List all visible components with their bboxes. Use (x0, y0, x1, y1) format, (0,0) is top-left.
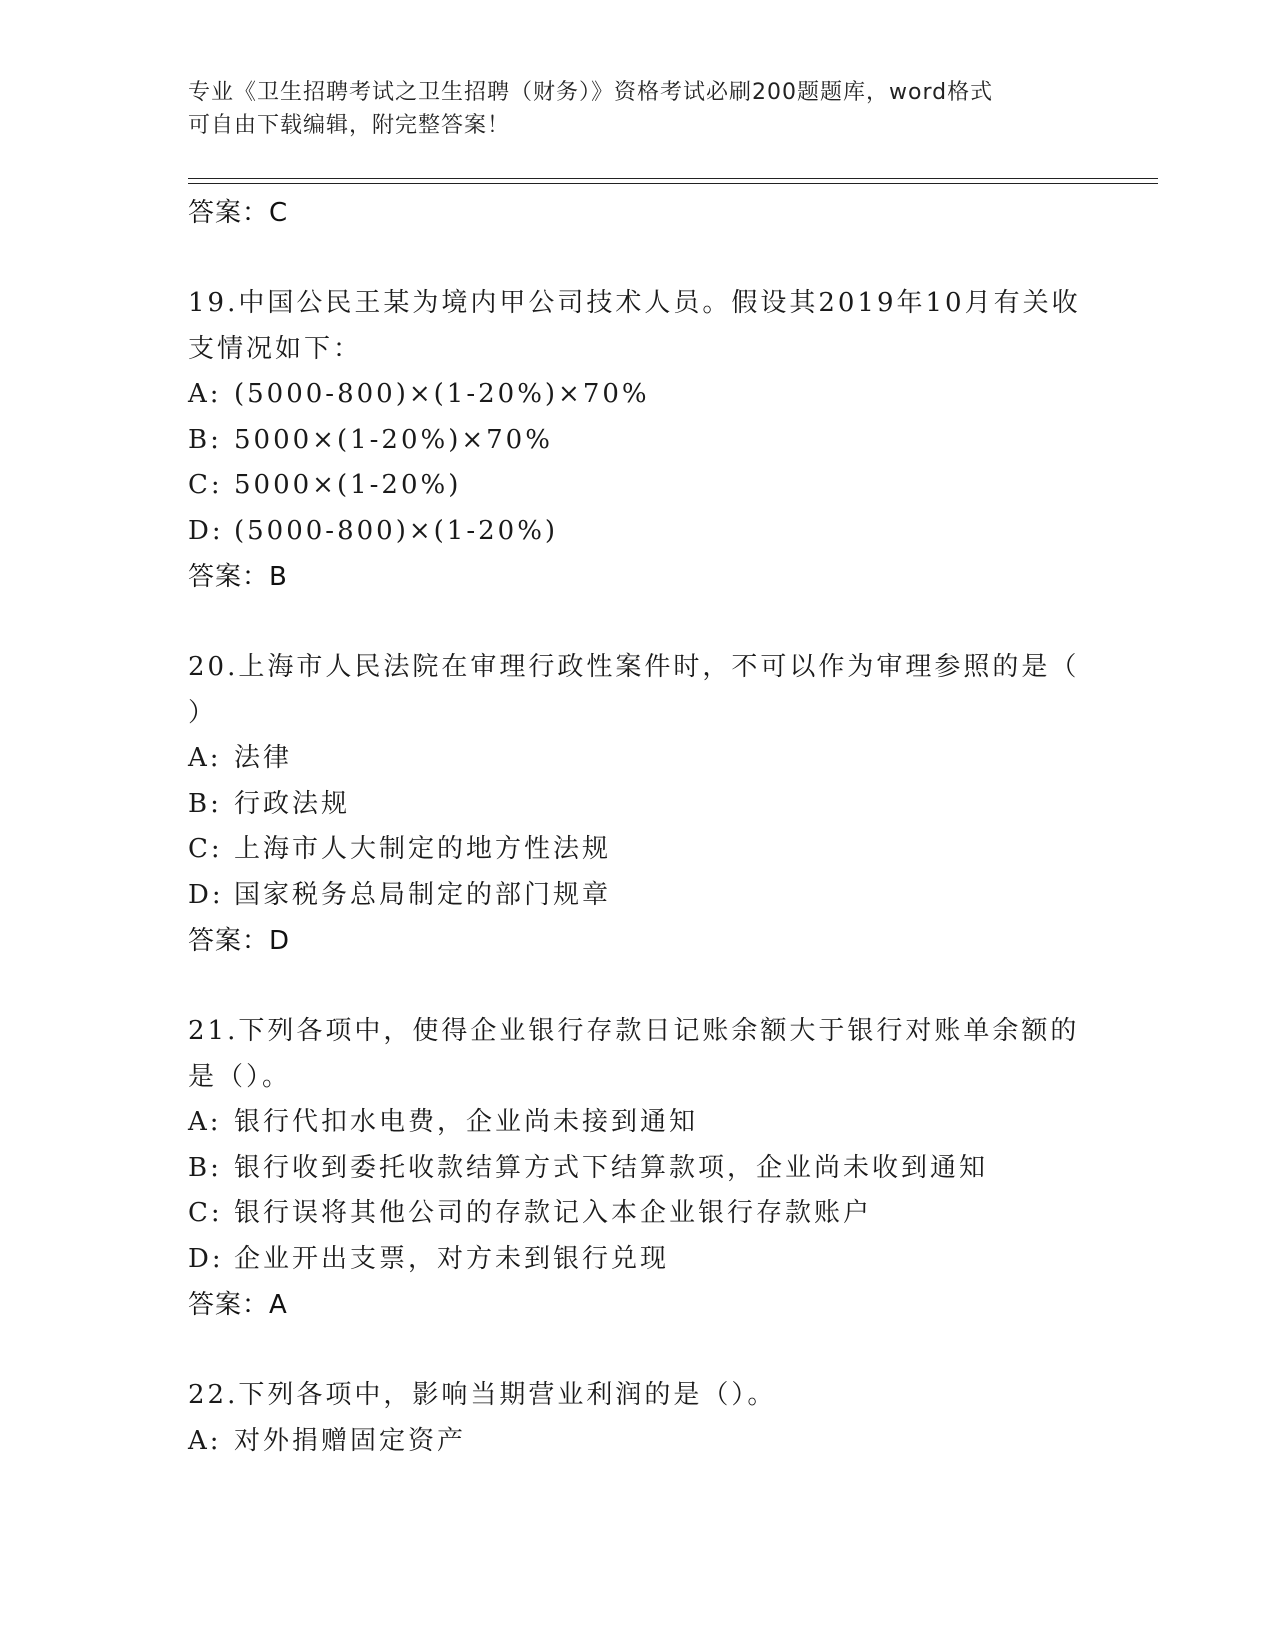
option-letter: A: (188, 379, 222, 409)
header-line-1: 专业《卫生招聘考试之卫生招聘（财务）》资格考试必刷200题题库，word格式 (188, 80, 994, 105)
question-20-option-a (188, 736, 1088, 782)
option-letter: B: (188, 788, 222, 819)
question-21-option-a (188, 1100, 1088, 1146)
option-text: 上海市人大制定的地方性法规 (234, 834, 612, 864)
question-21-option-b (188, 1146, 1088, 1192)
question-20-answer: 答案：D (188, 926, 291, 956)
option-letter: D: (188, 879, 224, 910)
option-text: 对外捐赠固定资产 (234, 1425, 467, 1456)
option-text: (5000-800)×(1-20%)×70% (234, 379, 650, 409)
question-22-line-1: 22.下列各项中，影响当期营业利润的是（）。 (188, 1380, 777, 1410)
question-19-option-b (188, 418, 1088, 464)
option-text: 企业开出支票，对方未到银行兑现 (234, 1243, 670, 1274)
option-text: 行政法规 (234, 788, 351, 819)
option-letter: A: (188, 1107, 222, 1137)
option-letter: C: (188, 1198, 223, 1228)
option-text: 5000×(1-20%) (234, 470, 462, 500)
option-letter: D: (188, 1243, 224, 1274)
question-21-line-1: 21.下列各项中，使得企业银行存款日记账余额大于银行对账单余额的 (188, 1016, 1080, 1046)
question-20 (188, 645, 1088, 964)
question-19-line-2: 支情况如下： (188, 333, 363, 364)
previous-answer: 答案：C (188, 198, 289, 228)
question-21-line-2: 是（）。 (188, 1061, 292, 1092)
header-rule-bottom (188, 183, 1158, 184)
header-rule-top (188, 178, 1158, 179)
option-text: 银行误将其他公司的存款记入本企业银行存款账户 (234, 1198, 873, 1228)
question-20-line-2: ） (188, 697, 218, 728)
option-text: 法律 (234, 743, 293, 773)
option-letter: A: (188, 1425, 222, 1456)
option-letter: C: (188, 834, 223, 864)
question-21 (188, 1009, 1088, 1328)
option-letter: B: (188, 1152, 222, 1183)
question-21-answer: 答案：A (188, 1290, 288, 1320)
question-21-option-c (188, 1191, 1088, 1237)
question-19-option-c (188, 463, 1088, 509)
question-20-line-1: 20.上海市人民法院在审理行政性案件时，不可以作为审理参照的是（ (188, 652, 1080, 682)
question-20-option-b (188, 782, 1088, 828)
option-letter: C: (188, 470, 223, 500)
question-20-option-c (188, 827, 1088, 873)
question-19-answer: 答案：B (188, 562, 288, 592)
option-text: 银行代扣水电费，企业尚未接到通知 (234, 1107, 699, 1137)
spacer (188, 236, 1088, 281)
question-22-option-a (188, 1419, 1088, 1465)
spacer (188, 1328, 1088, 1373)
option-text: 5000×(1-20%)×70% (234, 424, 553, 455)
question-19 (188, 281, 1088, 600)
option-text: 银行收到委托收款结算方式下结算款项，企业尚未收到通知 (234, 1152, 989, 1183)
question-19-option-a (188, 372, 1088, 418)
option-text: 国家税务总局制定的部门规章 (234, 879, 612, 910)
question-content (188, 190, 1088, 1464)
question-22 (188, 1373, 1088, 1464)
question-21-option-d (188, 1237, 1088, 1283)
option-letter: B: (188, 424, 222, 455)
question-19-line-1: 19.中国公民王某为境内甲公司技术人员。假设其2019年10月有关收 (188, 288, 1081, 318)
question-20-option-d (188, 873, 1088, 919)
document-header (188, 76, 1068, 142)
header-line-2: 可自由下载编辑，附完整答案！ (188, 113, 511, 138)
option-letter: D: (188, 515, 224, 546)
question-19-option-d (188, 509, 1088, 555)
option-letter: A: (188, 743, 222, 773)
option-text: (5000-800)×(1-20%) (234, 515, 559, 546)
spacer (188, 964, 1088, 1009)
spacer (188, 600, 1088, 645)
